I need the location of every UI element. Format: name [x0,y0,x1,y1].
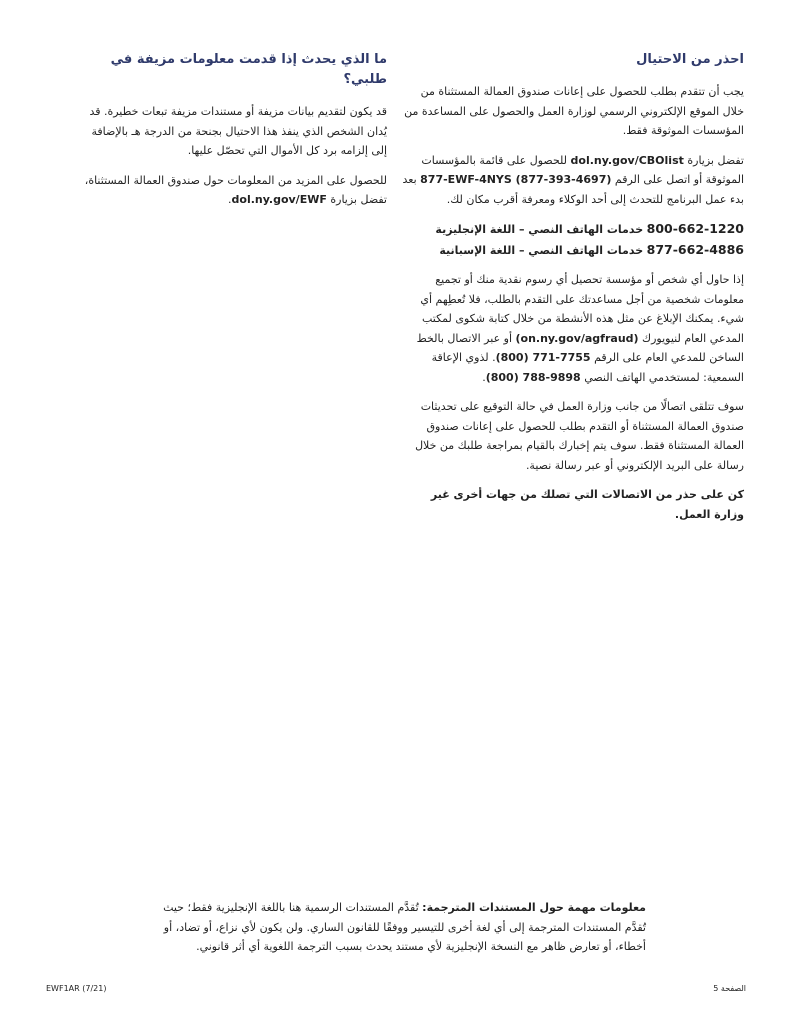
translation-notice-text: تُقدَّم المستندات الرسمية هنا باللغة الإنجليزية فقط؛ حيث تُقدَّم المستندات المترجمة إلى أي لغة أخرى للتيسير ووفقًا للقانون الساري. ولن يكون لأي نزاع، أو تضاد، أو أخطاء، أو تعارض ظاهر مع النسخة الإنجليزية لأي مستند يحدث بسبب الترجمة اللغوية أي أثر قانوني. [163,901,646,953]
fraud-warning-heading: احذر من الاحتيال [636,52,744,67]
fraud-warning-section [401,50,744,524]
tty-phone-list [401,219,744,260]
tty-spanish-number: 877-662-4886 [646,241,744,257]
ewf-link[interactable]: dol.ny.gov/EWF [231,193,327,206]
ewf-phone-number: 877-EWF-4NYS (877-393-4697) [420,173,612,186]
trusted-organizations-paragraph: تفضل بزيارة dol.ny.gov/CBOlist للحصول على قائمة بالمؤسسات الموثوقة أو اتصل على الرقم 877-EWF-4NYS (877-393-4697) بعد بدء عمل البرنامج للتحدث إلى أحد الوكلاء ومعرفة أقرب مكان لك. [402,153,744,206]
agfraud-link[interactable]: (on.ny.gov/agfraud) [515,331,639,345]
official-website-paragraph: يجب أن تتقدم بطلب للحصول على إعانات صندوق العمالة المستثناة من خلال الموقع الإلكتروني الرسمي لوزارة العمل والحصول على المساعدة من المؤسسات الموثوقة فقط. [404,85,744,137]
page-number: الصفحة 5 [713,984,746,993]
tty-spanish-label: خدمات الهاتف النصي – اللغة الإسبانية [439,243,644,257]
more-info-paragraph: للحصول على المزيد من المعلومات حول صندوق العمالة المستثناة، تفضل بزيارة dol.ny.gov/EWF. [84,173,387,206]
translation-notice-lead: معلومات مهمة حول المستندات المترجمة: [422,901,646,914]
consequences-paragraph: قد يكون لتقديم بيانات مزيفة أو مستندات مزيفة تبعات خطيرة. قد يُدان الشخص الذي ينفذ هذا الاحتيال بجنحة من الدرجة هـ بالإضافة إلى إلزامه برد كل الأموال التي تحصّل عليها. [89,105,387,157]
tty-english-line [401,219,744,240]
report-fraud-paragraph: إذا حاول أي شخص أو مؤسسة تحصيل أي رسوم نقدية منك أو تجميع معلومات شخصية من أجل مساعدتك على التقدم بالطلب، فلا تُعطِهم أي شيء. يمكنك الإبلاغ عن مثل هذه الأنشطة من خلال كتابة شكوى لمكتب المدعي العام لنيويورك (on.ny.gov/agfraud) أو عبر الاتصال بالخط الساخن للمدعي العام على الرقم (800) 771-7755. لذوي الإعاقة السمعية: لمستخدمي الهاتف النصي (800) 788-9898. [416,273,744,384]
false-info-section [77,50,387,220]
tty-english-number: 800-662-1220 [646,221,744,236]
tty-english-label: خدمات الهاتف النصي – اللغة الإنجليزية [435,223,644,236]
cbolist-link[interactable]: dol.ny.gov/CBOlist [570,153,684,167]
tty-spanish-line [401,240,744,261]
dol-contact-paragraph: سوف تتلقى اتصالًا من جانب وزارة العمل في حالة التوقيع على تحديثات صندوق العمالة المستثناة أو التقدم بطلب للحصول على إعانات صندوق العمالة المستثناة فقط. سوف يتم إخبارك بالقيام بمراجعة طلبك من خلال رسالة على البريد الإلكتروني أو عبر رسالة نصية. [415,400,744,472]
form-id: EWF1AR (7/21) [46,984,107,993]
caution-statement: كن على حذر من الاتصالات التي تصلك من جهات أخرى غير وزارة العمل. [430,488,744,521]
ag-tty-number: (800) 788-9898 [485,370,581,384]
ag-hotline-number: (800) 771-7755 [495,351,591,364]
translation-notice [140,898,646,957]
false-info-heading: ما الذي يحدث إذا قدمت معلومات مزيفة في طلبي؟ [110,52,387,87]
